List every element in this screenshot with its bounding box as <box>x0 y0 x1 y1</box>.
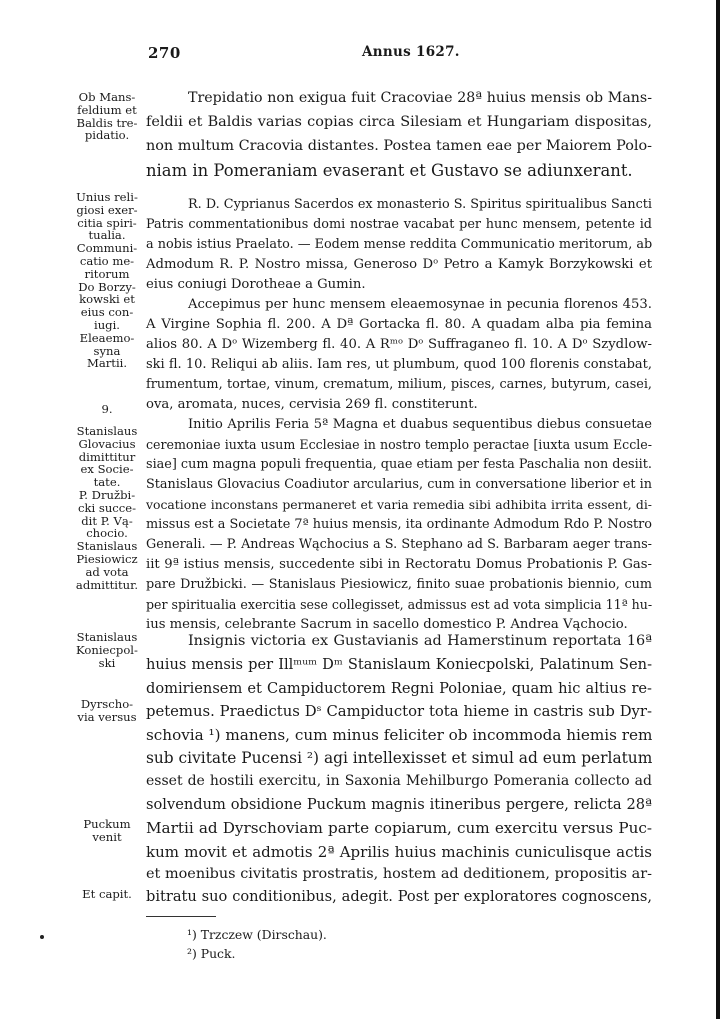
text-line: schovia ¹) manens, cum minus feliciter ob incommoda hiemis rem <box>146 726 653 744</box>
text-line: Trepidatio non exigua fuit Cracoviae 28ª huius mensis ob Mans- <box>188 90 652 106</box>
scan-speck <box>40 935 44 939</box>
text-line: Accepimus per hunc mensem eleaemosynae in pecunia florenos 453. <box>188 297 652 312</box>
text-line: pare Družbicki. — Stanislaus Piesiowicz, finito suae probationis biennio, cum <box>146 577 652 592</box>
text-line: petemus. Praedictus Dˢ Campiductor tota hieme in castris sub Dyr- <box>146 703 652 720</box>
text-line: A Virgine Sophia fl. 200. A Dª Gortacka fl. 80. A quadam alba pia femina <box>146 317 652 332</box>
text-line: ski fl. 10. Reliqui ab aliis. Iam res, ut plumbum, quod 100 florenis constabat, <box>146 357 652 372</box>
text-line: kum movit et admotis 2ª Aprilis huius machinis cuniculisque actis <box>146 843 652 861</box>
text-line: feldii et Baldis varias copias circa Silesiam et Hungariam dispositas, <box>146 114 652 130</box>
margin-note: 9. <box>101 402 113 416</box>
text-line: alios 80. A Dᵒ Wizemberg fl. 40. A Rᵐᵒ Dᵒ Suffraganeo fl. 10. A Dᵒ Szydlow- <box>146 337 652 352</box>
running-title: Annus 1627. <box>362 44 460 60</box>
text-line: huius mensis per Illᵐᵘᵐ Dᵐ Stanislaum Koniecpolski, Palatinum Sen- <box>146 656 652 673</box>
text-line: iit 9ª istius mensis, succedente sibi in Rectoratu Domus Probationis P. Gas- <box>146 557 652 572</box>
text-line: Stanislaus Glovacius Coadiutor arcularius, cum in conversatione liberior et in <box>146 477 652 492</box>
text-line: niam in Pomeraniam evaserant et Gustavo se adiunxerant. <box>146 161 633 180</box>
page-number: 270 <box>148 44 181 62</box>
text-line: vocatione inconstans permaneret et varia remedia sibi adhibita irrita essent, di- <box>146 497 652 512</box>
text-line: ceremoniae iuxta usum Ecclesiae in nostro templo peractae [iuxta usum Eccle- <box>146 437 652 452</box>
margin-note: Unius reli- giosi exer- citia spiri- tualia. Communi- catio me- ritorum Do Borzy- kowski et eius con- iugi. Eleaemo- syna Martii. <box>76 190 138 371</box>
margin-note: Ob Mans- feldium et Baldis tre- pidatio. <box>76 90 138 143</box>
text-line: domiriensem et Campiductorem Regni Poloniae, quam hic altius re- <box>146 680 652 697</box>
text-line: Admodum R. P. Nostro missa, Generoso Dᵒ Petro a Kamyk Borzykowski et <box>146 257 652 272</box>
text-line: per spiritualia exercitia sese collegisset, admissus est ad vota simplicia 11ª hu- <box>146 597 653 612</box>
footnote-separator <box>146 916 216 917</box>
text-line: bitratu suo conditionibus, adegit. Post per exploratores cognoscens, <box>146 888 652 905</box>
text-line: eius coniugi Dorotheae a Gumin. <box>146 277 366 292</box>
text-line: Martii ad Dyrschoviam parte copiarum, cum exercitu versus Puc- <box>146 819 652 837</box>
footnote: ¹) Trzczew (Dirschau). <box>187 927 327 942</box>
footnote: ²) Puck. <box>187 946 236 961</box>
margin-note: Stanislaus Koniecpol- ski <box>76 630 138 670</box>
text-line: esset de hostili exercitu, in Saxonia Mehilburgo Pomerania collecto ad <box>146 773 652 789</box>
text-line: Insignis victoria ex Gustavianis ad Hamerstinum reportata 16ª <box>188 633 652 649</box>
text-line: frumentum, tortae, vinum, crematum, milium, pisces, carnes, butyrum, casei, <box>146 377 652 392</box>
text-line: ius mensis, celebrante Sacrum in sacello domestico P. Andrea Vąchocio. <box>146 617 628 632</box>
text-line: sub civitate Pucensi ²) agi intellexisset et simul ad eum perlatum <box>146 749 653 767</box>
margin-note: Puckum venit <box>83 817 131 844</box>
text-line: non multum Cracovia distantes. Postea tamen eae per Maiorem Polo- <box>146 138 652 154</box>
text-line: et moenibus civitatis prostratis, hostem ad deditionem, propositis ar- <box>146 866 652 882</box>
text-line: missus est a Societate 7ª huius mensis, ita ordinante Admodum Rdo P. Nostro <box>146 517 652 532</box>
margin-note: Dyrscho- via versus <box>77 697 137 724</box>
page-edge-shadow <box>716 0 720 1019</box>
text-line: ova, aromata, nuces, cervisia 269 fl. constiterunt. <box>146 397 478 412</box>
text-line: siae] cum magna populi frequentia, quae etiam per festa Paschalia non desiit. <box>146 457 652 472</box>
margin-note: Stanislaus Glovacius dimittitur ex Socie- tate. P. Družbi- cki succe- dit P. Vą- chocio. Stanislaus Piesiowicz ad vota admittitur. <box>75 424 139 592</box>
text-line: R. D. Cyprianus Sacerdos ex monasterio S. Spiritus spiritualibus Sancti <box>188 197 652 212</box>
text-line: solvendum obsidione Puckum magnis itineribus pergere, relicta 28ª <box>146 796 652 813</box>
text-line: Initio Aprilis Feria 5ª Magna et duabus sequentibus diebus consuetae <box>188 417 652 432</box>
margin-note: Et capit. <box>82 887 132 901</box>
text-line: a nobis istius Praelato. — Eodem mense reddita Communicatio meritorum, ab <box>146 237 653 252</box>
text-line: Patris commentationibus domi nostrae vacabat per hunc mensem, petente id <box>146 217 652 232</box>
text-line: Generali. — P. Andreas Wąchocius a S. Stephano ad S. Barbaram aeger trans- <box>146 537 652 552</box>
